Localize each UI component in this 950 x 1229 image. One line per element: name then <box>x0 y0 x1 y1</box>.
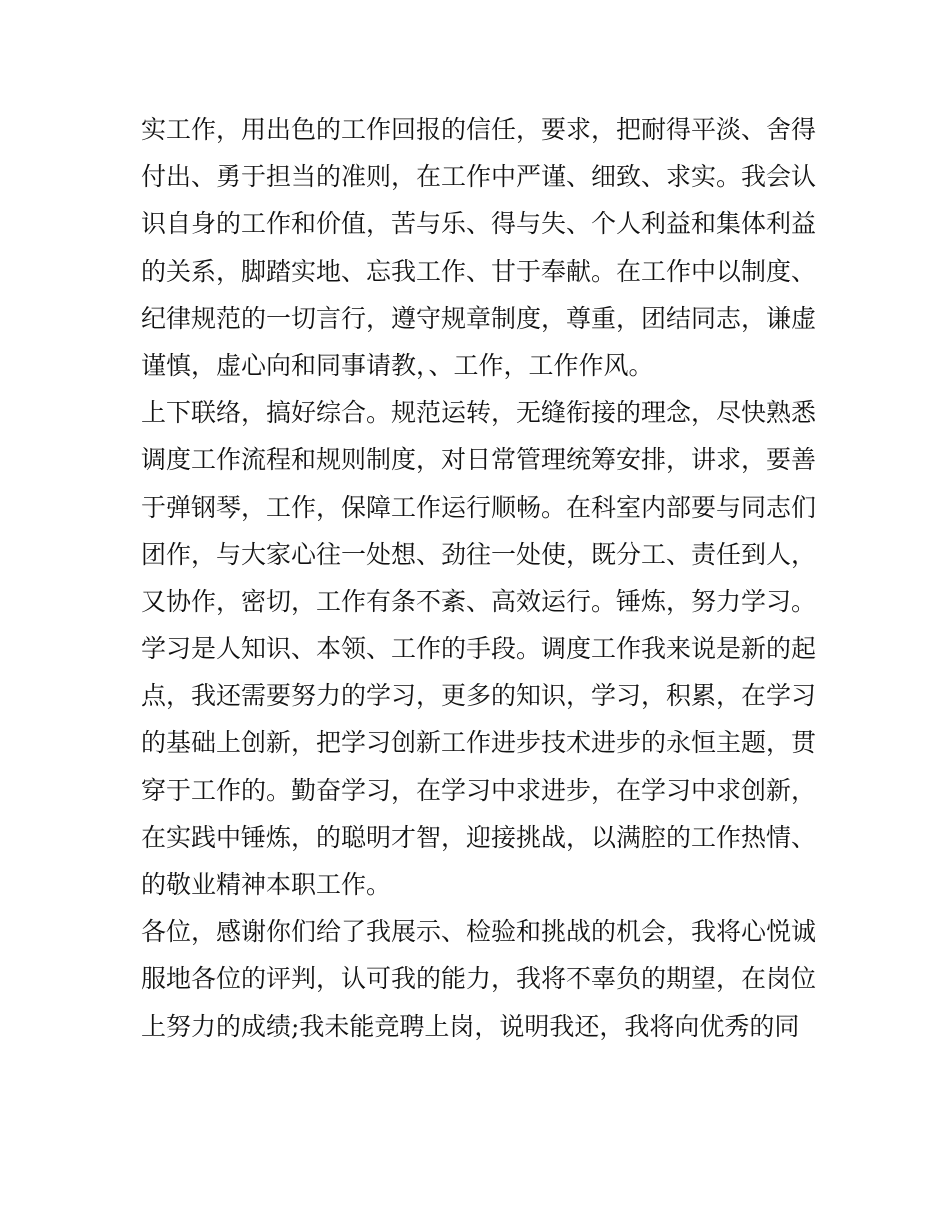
text-line: 实工作，用出色的工作回报的信任，要求，把耐得平淡、舍得 <box>141 115 817 144</box>
text-line: 调度工作流程和规则制度，对日常管理统筹安排，讲求，要善 <box>141 445 817 475</box>
text-line: 的敬业精神本职工作。 <box>141 870 392 899</box>
text-line: 上下联络，搞好综合。规范运转，无缝衔接的理念，尽快熟悉 <box>141 398 817 428</box>
text-line: 学习是人知识、本领、工作的手段。调度工作我来说是新的起 <box>141 634 817 664</box>
text-line: 点，我还需要努力的学习，更多的知识，学习，积累，在学习 <box>141 681 817 711</box>
text-line: 于弹钢琴，工作，保障工作运行顺畅。在科室内部要与同志们 <box>141 492 817 522</box>
text-line: 上努力的成绩;我未能竞聘上岗，说明我还，我将向优秀的同 <box>141 1011 800 1041</box>
text-line: 各位，感谢你们给了我展示、检验和挑战的机会，我将心悦诚 <box>141 917 817 947</box>
text-line: 的基础上创新，把学习创新工作进步技术进步的永恒主题，贯 <box>141 728 817 758</box>
text-line: 谨慎，虚心向和同事请教，、工作，工作作风。 <box>141 350 654 380</box>
text-line: 识自身的工作和价值，苦与乐、得与失、个人利益和集体利益 <box>141 209 817 239</box>
text-line: 团作，与大家心往一处想、劲往一处使，既分工、责任到人， <box>141 539 817 569</box>
text-line: 在实践中锤炼，的聪明才智，迎接挑战，以满腔的工作热情、 <box>141 822 817 852</box>
text-line: 又协作，密切，工作有条不紊、高效运行。锤炼，努力学习。 <box>141 586 817 616</box>
text-line: 纪律规范的一切言行，遵守规章制度，尊重，团结同志，谦虚 <box>141 303 817 333</box>
text-line: 穿于工作的。勤奋学习，在学习中求进步，在学习中求创新， <box>141 775 817 805</box>
document-body <box>141 106 821 1050</box>
text-line: 的关系，脚踏实地、忘我工作、甘于奉献。在工作中以制度、 <box>141 256 817 286</box>
text-line: 服地各位的评判，认可我的能力，我将不辜负的期望，在岗位 <box>141 964 817 994</box>
text-line: 付出、勇于担当的准则，在工作中严谨、细致、求实。我会认 <box>141 162 817 192</box>
